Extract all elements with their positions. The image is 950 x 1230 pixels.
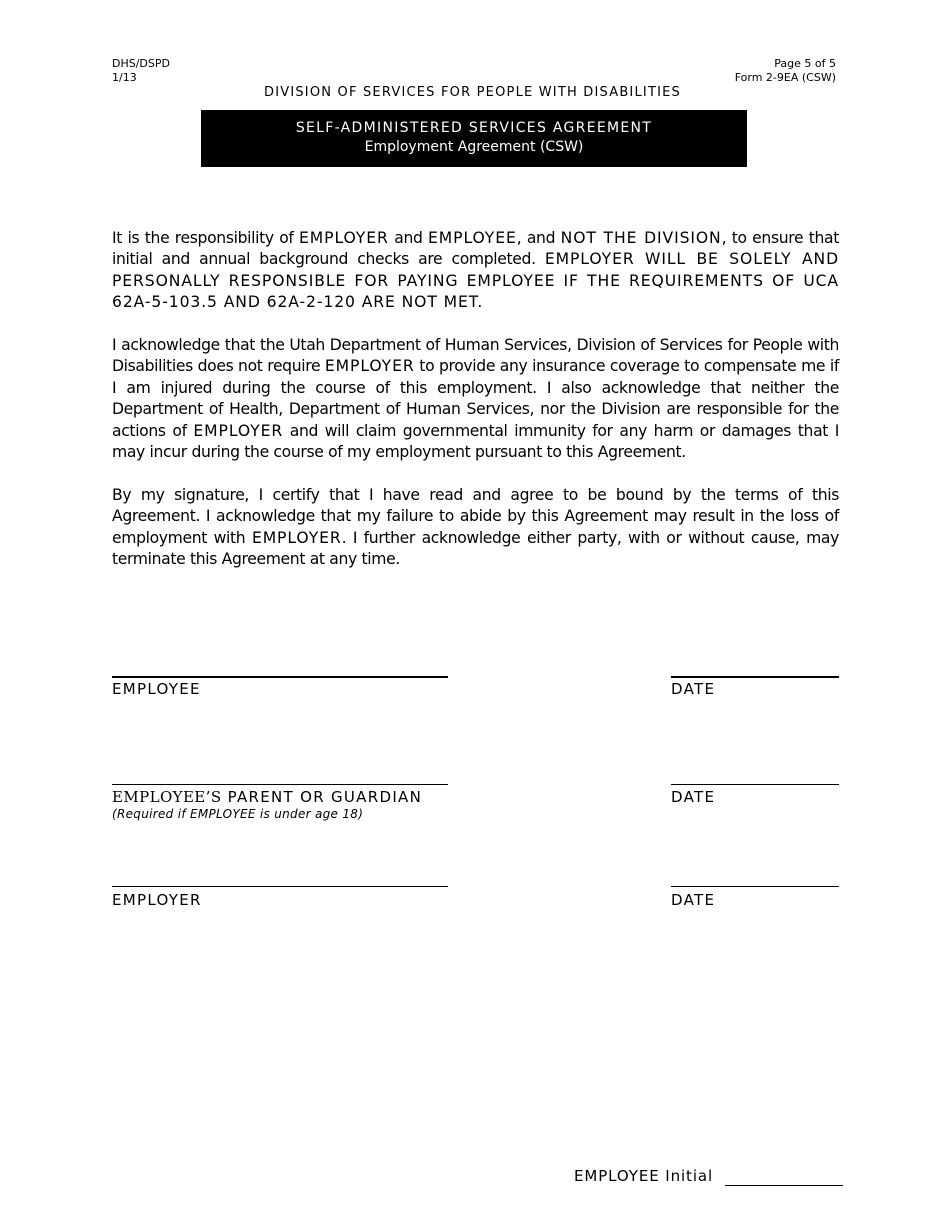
agency-code: DHS/DSPD xyxy=(112,57,170,70)
guardian-label xyxy=(112,788,422,806)
text-run: EMPLOYER xyxy=(193,421,284,440)
paragraph-insurance xyxy=(112,335,839,463)
employee-initial-line[interactable] xyxy=(725,1185,843,1186)
agreement-body xyxy=(112,228,839,592)
guardian-label-possessive: EMPLOYEE’S xyxy=(112,788,222,806)
text-run: EMPLOYER xyxy=(299,229,389,247)
text-run: By my signature, I certify that I have read and agree to be bound by the terms of this Agreement. I acknowledge that my failure to abide by this Agreement may result in the loss of employment with xyxy=(112,485,839,547)
division-heading: DIVISION OF SERVICES FOR PEOPLE WITH DISABILITIES xyxy=(263,85,681,100)
text-run: , and xyxy=(516,229,561,247)
agreement-title: SELF-ADMINISTERED SERVICES AGREEMENT xyxy=(295,120,653,136)
text-run: NOT THE DIVISION xyxy=(560,229,722,247)
agreement-subtitle: Employment Agreement (CSW) xyxy=(364,139,584,155)
text-run: EMPLOYEE xyxy=(428,229,517,247)
text-run: EMPLOYER WILL BE SOLELY AND PERSONALLY RESPONSIBLE FOR PAYING EMPLOYEE IF THE REQUIREMENTS OF UCA 62A-5-103.5 AND 62A-2-120 ARE NOT MET. xyxy=(112,250,840,312)
employer-label: EMPLOYER xyxy=(112,891,202,909)
text-run: EMPLOYER xyxy=(324,357,415,376)
employee-initial-label: EMPLOYEE Initial xyxy=(574,1167,714,1185)
revision-date: 1/13 xyxy=(112,71,137,84)
guardian-date-line[interactable] xyxy=(671,784,839,785)
text-run: and xyxy=(388,229,429,247)
text-run: . I further acknowledge either party, with or without cause, may terminate this Agreement at any time. xyxy=(112,528,840,569)
guardian-label-rest: PARENT OR GUARDIAN xyxy=(221,788,423,806)
text-run: , to ensure that initial and annual background checks are completed. xyxy=(112,229,839,269)
title-banner xyxy=(201,110,747,167)
guardian-signature-line[interactable] xyxy=(112,784,448,785)
text-run: I acknowledge that the Utah Department of Human Services, Division of Services for People with Disabilities does not require xyxy=(112,336,839,376)
employee-signature-line[interactable] xyxy=(112,676,448,678)
text-run: to provide any insurance coverage to compensate me if I am injured during the course of this employment. I also acknowledge that neither the Department of Health, Department of Human Services, nor the Division are responsible for the actions of xyxy=(112,357,840,440)
page-number: Page 5 of 5 xyxy=(774,57,836,70)
text-run: It is the responsibility of xyxy=(112,229,300,247)
employee-label: EMPLOYEE xyxy=(112,680,201,698)
guardian-note: (Required if EMPLOYEE is under age 18) xyxy=(112,807,364,821)
paragraph-responsibility xyxy=(112,228,839,314)
form-id: Form 2-9EA (CSW) xyxy=(734,71,836,84)
employer-signature-line[interactable] xyxy=(112,886,448,887)
date-label: DATE xyxy=(671,891,716,909)
date-label: DATE xyxy=(671,680,716,698)
paragraph-certification xyxy=(112,485,839,571)
text-run: EMPLOYER xyxy=(251,528,342,547)
employee-date-line[interactable] xyxy=(671,676,839,678)
date-label: DATE xyxy=(671,788,716,806)
employer-date-line[interactable] xyxy=(671,886,839,887)
header-right xyxy=(735,57,836,85)
text-run: and will claim governmental immunity for any harm or damages that I may incur during the course of my employment pursuant to this Agreement. xyxy=(112,421,839,462)
header-left xyxy=(112,57,170,85)
